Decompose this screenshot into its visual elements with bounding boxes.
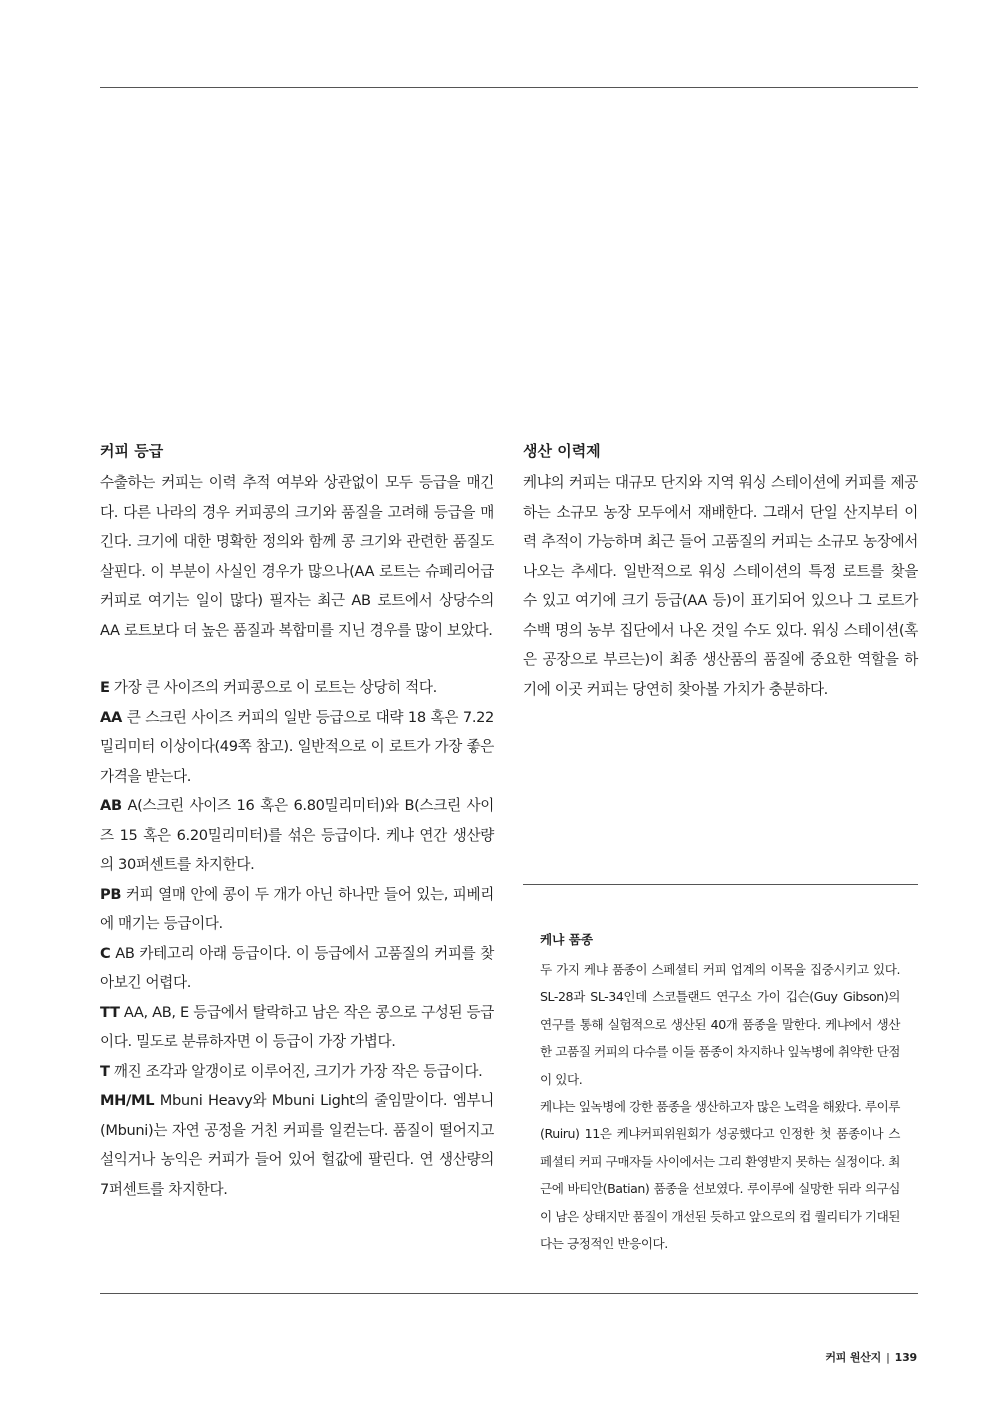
traceability-heading: 생산 이력제 bbox=[523, 442, 601, 460]
grade-list bbox=[100, 673, 494, 1204]
grade-entry bbox=[100, 673, 494, 703]
grade-description: 큰 스크린 사이즈 커피의 일반 등급으로 대략 18 혹은 7.22밀리미터 이상이다(49쪽 참고). 일반적으로 이 로트가 가장 좋은 가격을 받는다. bbox=[100, 708, 494, 785]
grade-entry bbox=[100, 1086, 494, 1204]
grade-entry bbox=[100, 998, 494, 1057]
grade-entry bbox=[100, 703, 494, 792]
grade-term: TT bbox=[100, 1003, 120, 1021]
sidebar-top-rule bbox=[523, 884, 918, 885]
grade-description: A(스크린 사이즈 16 혹은 6.80밀리미터)와 B(스크린 사이즈 15 혹은 6.20밀리미터)를 섞은 등급이다. 케냐 연간 생산량의 30퍼센트를 차지한다. bbox=[100, 797, 494, 873]
varieties-sidebar bbox=[540, 930, 900, 1257]
grade-description: 커피 열매 안에 콩이 두 개가 아닌 하나만 들어 있는, 피베리에 매기는 등급이다. bbox=[100, 885, 494, 932]
grade-term: T bbox=[100, 1062, 110, 1080]
grades-section bbox=[100, 440, 494, 1204]
paragraph-gap bbox=[100, 645, 494, 673]
varieties-paragraph-1: 두 가지 케냐 품종이 스페셜티 커피 업계의 이목을 집중시키고 있다. SL-28과 SL-34인데 스코틀랜드 연구소 가이 깁슨(Guy Gibson)의 연구를 통해 실험적으로 생산된 40개 품종을 말한다. 케냐에서 생산한 고품질 커피의 다수를 이들 품종이 차지하나 잎녹병에 취약한 단점이 있다. bbox=[540, 962, 901, 1087]
grade-term: AA bbox=[100, 708, 122, 726]
varieties-heading: 케냐 품종 bbox=[540, 932, 594, 947]
grade-term: PB bbox=[100, 885, 122, 903]
grade-entry bbox=[100, 791, 494, 880]
grade-entry bbox=[100, 939, 494, 998]
page-footer bbox=[825, 1349, 917, 1365]
traceability-section bbox=[523, 440, 918, 704]
grade-description: AB 카테고리 아래 등급이다. 이 등급에서 고품질의 커피를 찾아보긴 어렵다. bbox=[100, 944, 494, 991]
grade-description: AA, AB, E 등급에서 탈락하고 남은 작은 콩으로 구성된 등급이다. 밀도로 분류하자면 이 등급이 가장 가볍다. bbox=[100, 1003, 494, 1050]
grade-term: C bbox=[100, 944, 111, 962]
grade-description: 가장 큰 사이즈의 커피콩으로 이 로트는 상당히 적다. bbox=[109, 679, 437, 696]
page-number: 139 bbox=[894, 1351, 917, 1364]
grade-term: E bbox=[100, 679, 110, 696]
grades-intro: 수출하는 커피는 이력 추적 여부와 상관없이 모두 등급을 매긴다. 다른 나라의 경우 커피콩의 크기와 품질을 고려해 등급을 매긴다. 크기에 대한 명확한 정의와 함께 콩 크기와 관련한 품질도 살핀다. 이 부분이 사실인 경우가 많으나(AA 로트는 슈페리어급 커피로 여기는 일이 많다) 필자는 최근 AB 로트에서 상당수의 AA 로트보다 더 높은 품질과 복합미를 지닌 경우를 많이 보았다. bbox=[100, 474, 494, 639]
bottom-rule bbox=[100, 1293, 918, 1294]
grade-description: 깨진 조각과 알갱이로 이루어진, 크기가 가장 작은 등급이다. bbox=[109, 1062, 483, 1080]
grade-entry bbox=[100, 1057, 494, 1087]
traceability-body: 케냐의 커피는 대규모 단지와 지역 워싱 스테이션에 커피를 제공하는 소규모 농장 모두에서 재배한다. 그래서 단일 산지부터 이력 추적이 가능하며 최근 들어 고품질의 커피는 소규모 농장에서 나오는 추세다. 일반적으로 워싱 스테이션의 특정 로트를 찾을 수 있고 여기에 크기 등급(AA 등)이 표기되어 있으나 그 로트가 수백 명의 농부 집단에서 나온 것일 수도 있다. 워싱 스테이션(혹은 공장으로 부르는)이 최종 생산품의 품질에 중요한 역할을 하기에 이곳 커피는 당연히 찾아볼 가치가 충분하다. bbox=[523, 474, 918, 698]
grade-description: Mbuni Heavy와 Mbuni Light의 줄임말이다. 엠부니(Mbuni)는 자연 공정을 거친 커피를 일컫는다. 품질이 떨어지고 설익거나 농익은 커피가 들어 있어 헐값에 팔린다. 연 생산량의 7퍼센트를 차지한다. bbox=[100, 1092, 494, 1198]
grade-term: AB bbox=[100, 797, 122, 814]
grades-heading: 커피 등급 bbox=[100, 442, 164, 460]
grade-entry bbox=[100, 880, 494, 939]
running-title: 커피 원산지 bbox=[825, 1351, 882, 1364]
varieties-paragraph-2: 케냐는 잎녹병에 강한 품종을 생산하고자 많은 노력을 해왔다. 루이루(Ruiru) 11은 케냐커피위원회가 성공했다고 인정한 첫 품종이나 스페셜티 커피 구매자들 사이에서는 그리 환영받지 못하는 실정이다. 최근에 바티안(Batian) 품종을 선보였다. 루이루에 실망한 뒤라 의구심이 남은 상태지만 품질이 개선된 듯하고 앞으로의 컵 퀄리티가 기대된다는 긍정적인 반응이다. bbox=[540, 1099, 901, 1252]
grade-term: MH/ML bbox=[100, 1092, 155, 1109]
footer-separator: | bbox=[886, 1351, 890, 1364]
top-rule bbox=[100, 87, 918, 88]
